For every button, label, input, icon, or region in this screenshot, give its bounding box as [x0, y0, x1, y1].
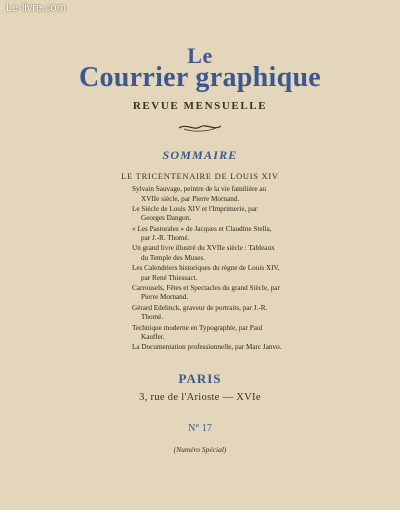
issue-number: N° 17: [188, 423, 212, 434]
flourish-ornament-icon: [176, 120, 224, 134]
page-edge: [0, 510, 400, 515]
publisher-city: PARIS: [178, 371, 222, 386]
contents-item: Technique moderne en Typographie, par Paul Kauffer.: [132, 323, 263, 342]
watermark-label: Le-livre.com: [6, 2, 66, 14]
contents-section-title: LE TRICENTENAIRE DE LOUIS XIV: [121, 171, 279, 181]
contents-item: La Documentation professionnelle, par Marc Janvo.: [132, 343, 282, 352]
contents-item: Sylvain Sauvage, peintre de la vie familière au XVIIe siècle, par Pierre Mornand.: [132, 185, 267, 203]
contents-item: Le Siècle de Louis XIV et l'Imprimerie, par Georges Dangon.: [132, 204, 258, 223]
title-article: Le: [187, 43, 213, 68]
magazine-subtitle: REVUE MENSUELLE: [132, 100, 268, 112]
contents-heading: SOMMAIRE: [162, 148, 238, 162]
contents-item: Gérard Edelinck, graveur de portraits, par J.-R. Thomé.: [132, 303, 268, 322]
magazine-title: Courrier graphique: [78, 62, 322, 93]
contents-item: Les Calendriers historiques du règne de Louis XIV, par René Thiessact.: [132, 264, 280, 282]
publisher-address: 3, rue de l'Arioste — XVIe: [139, 392, 261, 403]
contents-item: Un grand livre illustré du XVIIe siècle : Tableaux du Temple des Muses.: [132, 244, 275, 262]
issue-note: (Numéro Spécial): [173, 445, 227, 454]
table-of-contents: [132, 185, 282, 354]
contents-item: Carrousels, Fêtes et Spectacles du grand Siècle, par Pierre Mornand.: [132, 283, 280, 302]
contents-item: « Les Pastorales » de Jacques et Claudine Stella, par J.-R. Thomé.: [132, 224, 272, 243]
